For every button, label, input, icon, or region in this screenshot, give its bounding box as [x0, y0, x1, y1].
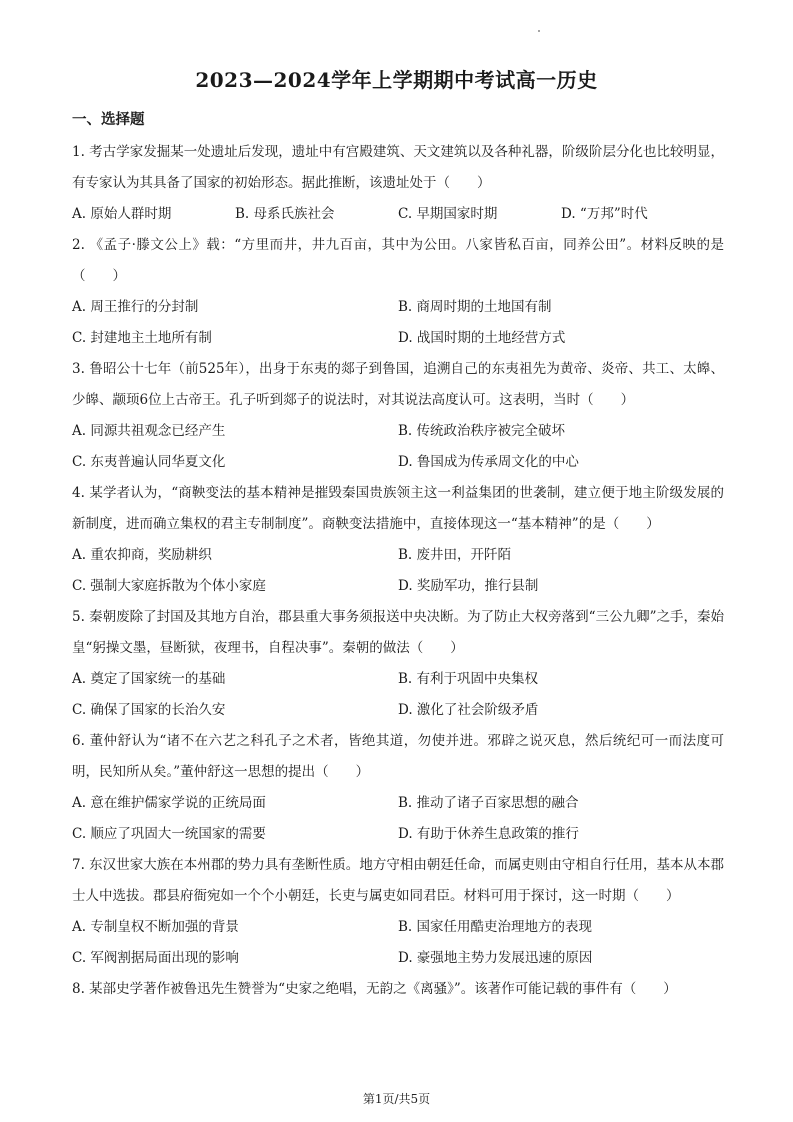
option-b: B. 国家任用酷吏治理地方的表现: [398, 919, 593, 935]
page-number: 第1页/共5页: [362, 1092, 431, 1106]
question-1: [72, 137, 724, 230]
option-d: D. 战国时期的土地经营方式: [398, 330, 566, 346]
option-c: C. 顺应了巩固大一统国家的需要: [72, 826, 266, 842]
option-b: B. 商周时期的土地国有制: [398, 299, 552, 315]
question-options: [72, 788, 724, 850]
question-stem: 4. 某学者认为，“商鞅变法的基本精神是摧毁秦国贵族领主这一利益集团的世袭制，建立便于地主阶级发展的新制度，进而确立集权的君主专制制度”。商鞅变法措施中，直接体现这一“基本精神”的是（ ）: [72, 485, 724, 532]
option-d: D. 豪强地主势力发展迅速的原因: [398, 950, 593, 966]
question-6: [72, 726, 724, 850]
question-5: [72, 602, 724, 726]
scan-dot: [538, 30, 540, 32]
option-c: C. 早期国家时期: [398, 206, 498, 222]
question-options: [72, 416, 724, 478]
question-options: [72, 199, 724, 230]
option-b: B. 传统政治秩序被完全破坏: [398, 423, 566, 439]
question-4: [72, 478, 724, 602]
option-d: D. 有助于休养生息政策的推行: [398, 826, 579, 842]
section-heading: 一、选择题: [72, 111, 145, 128]
option-b: B. 废井田，开阡陌: [398, 547, 512, 563]
question-stem: 1. 考古学家发掘某一处遗址后发现，遗址中有宫殿建筑、天文建筑以及各种礼器，阶级阶层分化也比较明显，有专家认为其具备了国家的初始形态。据此推断，该遗址处于（ ）: [72, 144, 724, 191]
option-a: A. 意在维护儒家学说的正统局面: [72, 795, 266, 811]
option-d: D. 鲁国成为传承周文化的中心: [398, 454, 579, 470]
option-a: A. 重农抑商，奖励耕织: [72, 547, 212, 563]
question-options: [72, 292, 724, 354]
question-stem: 6. 董仲舒认为“诸不在六艺之科孔子之术者，皆绝其道，勿使并进。邪辟之说灭息，然后统纪可一而法度可明，民知所从矣。”董仲舒这一思想的提出（ ）: [72, 733, 724, 780]
question-options: [72, 540, 724, 602]
option-d: D. “万邦”时代: [561, 206, 648, 222]
question-options: [72, 912, 724, 974]
option-c: C. 东夷普遍认同华夏文化: [72, 454, 226, 470]
option-b: B. 母系氏族社会: [235, 206, 335, 222]
question-options: [72, 664, 724, 726]
option-a: A. 原始人群时期: [72, 206, 172, 222]
question-stem: 3. 鲁昭公十七年（前525年），出身于东夷的郯子到鲁国，追溯自己的东夷祖先为黄帝、炎帝、共工、太皞、少皞、颛顼6位上古帝王。孔子听到郯子的说法时，对其说法高度认可。这表明，当时（ ）: [72, 361, 724, 408]
question-2: [72, 230, 724, 354]
option-b: B. 推动了诸子百家思想的融合: [398, 795, 579, 811]
option-c: C. 确保了国家的长治久安: [72, 702, 226, 718]
question-stem: 7. 东汉世家大族在本州郡的势力具有垄断性质。地方守相由朝廷任命，而属吏则由守相自行任用，基本从本郡士人中选拔。郡县府衙宛如一个个小朝廷，长吏与属吏如同君臣。材料可用于探讨，这一时期（ ）: [72, 857, 724, 904]
question-7: [72, 850, 724, 974]
option-b: B. 有利于巩固中央集权: [398, 671, 539, 687]
question-list: [72, 137, 724, 1005]
question-stem: 8. 某部史学著作被鲁迅先生赞誉为“史家之绝唱，无韵之《离骚》”。该著作可能记载的事件有（ ）: [72, 981, 677, 997]
option-a: A. 奠定了国家统一的基础: [72, 671, 226, 687]
option-d: D. 激化了社会阶级矛盾: [398, 702, 539, 718]
option-c: C. 军阀割据局面出现的影响: [72, 950, 239, 966]
question-stem: 5. 秦朝废除了封国及其地方自治，郡县重大事务须报送中央决断。为了防止大权旁落到“三公九卿”之手，秦始皇“躬操文墨，昼断狱，夜理书，自程决事”。秦朝的做法（ ）: [72, 609, 724, 656]
option-c: C. 封建地主土地所有制: [72, 330, 212, 346]
option-a: A. 周王推行的分封制: [72, 299, 199, 315]
page-title: 2023—2024学年上学期期中考试高一历史: [195, 68, 598, 92]
question-3: [72, 354, 724, 478]
option-c: C. 强制大家庭拆散为个体小家庭: [72, 578, 266, 594]
option-a: A. 专制皇权不断加强的背景: [72, 919, 239, 935]
option-a: A. 同源共祖观念已经产生: [72, 423, 226, 439]
option-d: D. 奖励军功，推行县制: [398, 578, 539, 594]
question-stem: 2. 《孟子·滕文公上》载：“方里而井，井九百亩，其中为公田。八家皆私百亩，同养公田”。材料反映的是（ ）: [72, 237, 724, 284]
question-8: [72, 974, 724, 1005]
